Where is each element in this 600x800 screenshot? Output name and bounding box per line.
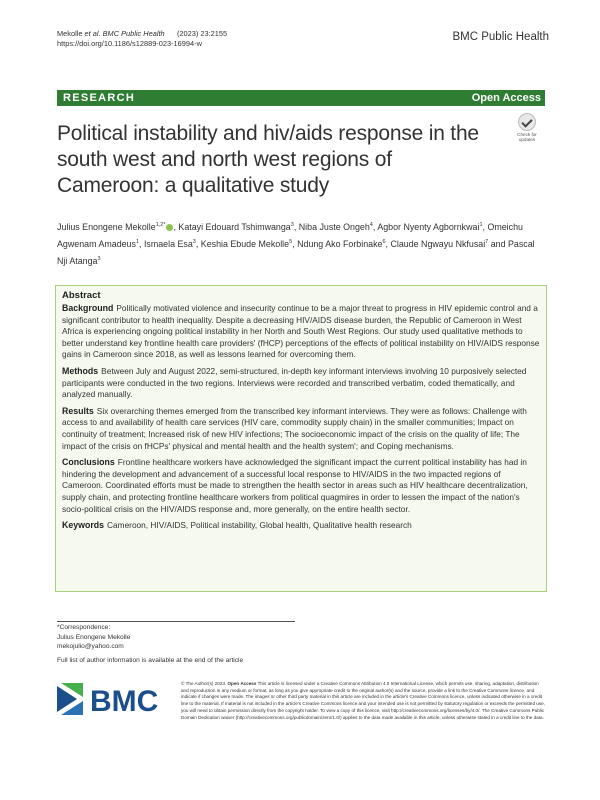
- author-affiliation: 6: [382, 238, 386, 245]
- author-affiliation: 5: [289, 238, 293, 245]
- open-access-label: Open Access: [471, 92, 541, 104]
- correspondence-label: *Correspondence:: [57, 624, 111, 631]
- author-list: Julius Enongene Mekolle$^{1,2*}$ , Katayi Edouard Tshimwanga$^3$, Niba Juste Ongeh$^4$, Agbor Nyenty Agbornkwai$^1$, Omeichu Agwenam Amadeus$^1$, Ismaela Esa$^3$, Keshia Ebude Mekolle$^5$, Ndung Ako Forbinake$^6$, Claude Ngwayu Nkfusai$^7$ and Pascal Nji Atanga$^3$: [57, 221, 535, 266]
- citation-volume: (2023) 23:2155: [176, 29, 228, 38]
- citation-journal: et al. BMC Public Health: [84, 29, 165, 38]
- author-affiliation: 3: [192, 238, 196, 245]
- article-title: Political instability and hiv/aids response in the south west and north west regions of Cameroon: a qualitative study: [57, 122, 479, 197]
- abstract-heading: Abstract: [62, 290, 101, 301]
- bmc-logo: [57, 680, 177, 718]
- license-open-access: Open Access: [227, 681, 257, 686]
- author-name: Niba Juste Ongeh: [298, 221, 370, 232]
- author-affiliation: 4: [369, 222, 373, 228]
- author-name: Agbor Nyenty Agbornkwai: [377, 221, 480, 232]
- research-banner: [57, 90, 545, 106]
- results-label: Results: [62, 405, 94, 416]
- check-updates-text: Check for updates: [517, 132, 537, 142]
- citation-author: Mekolle: [57, 29, 83, 38]
- article-citation: [57, 29, 227, 49]
- correspondence-block: [57, 623, 130, 652]
- results-text: Six overarching themes emerged from the transcribed key informant interviews. They were as follows: Challenge with access to and availability of health care services (HIV care, commodity supply chain) in the smaller communities; Impact on continuity of treatment; Increased risk of new HIV infections; The socioeconomic impact of the crisis on the quality of life; The impact of the crisis on fHCPs' physical and mental health and the health system'; and Coping mechanisms.: [62, 405, 527, 451]
- author-name: Pascal Nji Atanga: [57, 238, 535, 266]
- keywords-label: Keywords: [62, 520, 105, 531]
- author-name: Omeichu Agwenam Amadeus: [57, 221, 523, 249]
- methods-text: Between July and August 2022, semi-structured, in-depth key informant interviews involving 10 purposively selected participants were conducted in the two regions. Interviews were recorded and transcribed verbatim, coded thematically, and analyzed manually.: [62, 365, 527, 400]
- correspondence-email-link[interactable]: mekojulio@yahoo.com: [57, 643, 124, 650]
- conclusions-label: Conclusions: [62, 457, 115, 468]
- author-name: Katayi Edouard Tshimwanga: [178, 221, 291, 232]
- license-copyright: © The Author(s) 2023.: [181, 681, 227, 686]
- check-updates-icon: [518, 113, 536, 131]
- abstract-keywords: [62, 520, 540, 532]
- bmc-logo-text: BMC: [90, 685, 159, 718]
- author-name: Claude Ngwayu Nkfusai: [390, 238, 486, 249]
- orcid-icon[interactable]: [166, 224, 173, 231]
- author-name: Ndung Ako Forbinake: [297, 238, 383, 249]
- background-text: Politically motivated violence and insecurity continue to be a major threat to progress in HIV epidemic control and a significant contributor to health inequality. Despite a decreasing HIV/AIDS disease burden, the Republic of Cameroon in West Africa is experiencing ongoing political instability in her North and South West Regions. Our study used qualitative methods to better understand key frontline health care providers' (fHCP) perceptions of the effects of political instability on HIV/AIDS response gains in Cameroon since 2018, as well as lessons learned for overcoming them.: [62, 303, 540, 360]
- author-name: Ismaela Esa: [143, 238, 193, 249]
- author-affiliation: 3: [97, 255, 101, 262]
- author-affiliation: 1,2*: [155, 222, 166, 228]
- section-label: RESEARCH: [63, 92, 136, 104]
- abstract-conclusions: [62, 457, 540, 515]
- abstract-methods: [62, 366, 540, 401]
- author-info-note: Full list of author information is available at the end of the article: [57, 657, 244, 664]
- methods-label: Methods: [62, 365, 99, 376]
- abstract-results: [62, 406, 540, 452]
- abstract-box: [55, 285, 547, 592]
- author-affiliation: 3: [290, 222, 294, 228]
- license-body: This article is licensed under a Creative Commons Attribution 4.0 International License, which permits use, sharing, adaptation, distribution and reproduction in any medium or format, as long as you give appropriate credit to the original author(s) and the source, provide a link to the Creative Commons licence, and indicate if changes were made. The images or other third party material in this article are included in the article's Creative Commons licence, unless indicated otherwise in a credit line to the material. If material is not included in the article's Creative Commons licence and your intended use is not permitted by statutory regulation or exceeds the permitted use, you will need to obtain permission directly from the copyright holder. To view a copy of this licence, visit http://creativecommons.org/licenses/by/4.0/. The Creative Commons Public Domain Dedication waiver (http://creativecommons.org/publicdomain/zero/1.0/) applies to the data made available in this article, unless otherwise stated in a credit line to the data.: [181, 681, 545, 720]
- author-affiliation: 1: [135, 238, 139, 245]
- keywords-text: Cameroon, HIV/AIDS, Political instability, Global health, Qualitative health research: [107, 520, 412, 531]
- conclusions-text: Frontline healthcare workers have acknowledged the significant impact the current political instability has had in hindering the development and advancement of a successful local response to HIV/AIDS in the two impacted regions of Cameroon. Coordinated efforts must be made to strengthen the health sector in areas such as HIV healthcare decentralization, supply chain, and protecting frontline healthcare workers from political quagmires in order to lessen the impact of the nation's socio-political crisis on the HIV/AIDS response and, more generally, on the entire health sector.: [62, 457, 528, 514]
- journal-name: BMC Public Health: [452, 31, 549, 43]
- author-name: Keshia Ebude Mekolle: [200, 238, 290, 249]
- author-name: Julius Enongene Mekolle: [57, 221, 156, 232]
- license-text: [181, 681, 547, 721]
- author-affiliation: 7: [485, 238, 489, 245]
- correspondence-name: Julius Enongene Mekolle: [57, 633, 131, 641]
- doi-link[interactable]: https://doi.org/10.1186/s12889-023-16994-w: [57, 39, 202, 48]
- author-affiliation: 1: [479, 222, 483, 228]
- abstract-background: [62, 303, 540, 361]
- background-label: Background: [62, 303, 114, 313]
- footnote-divider: [57, 621, 295, 622]
- check-for-updates-button[interactable]: [511, 113, 543, 143]
